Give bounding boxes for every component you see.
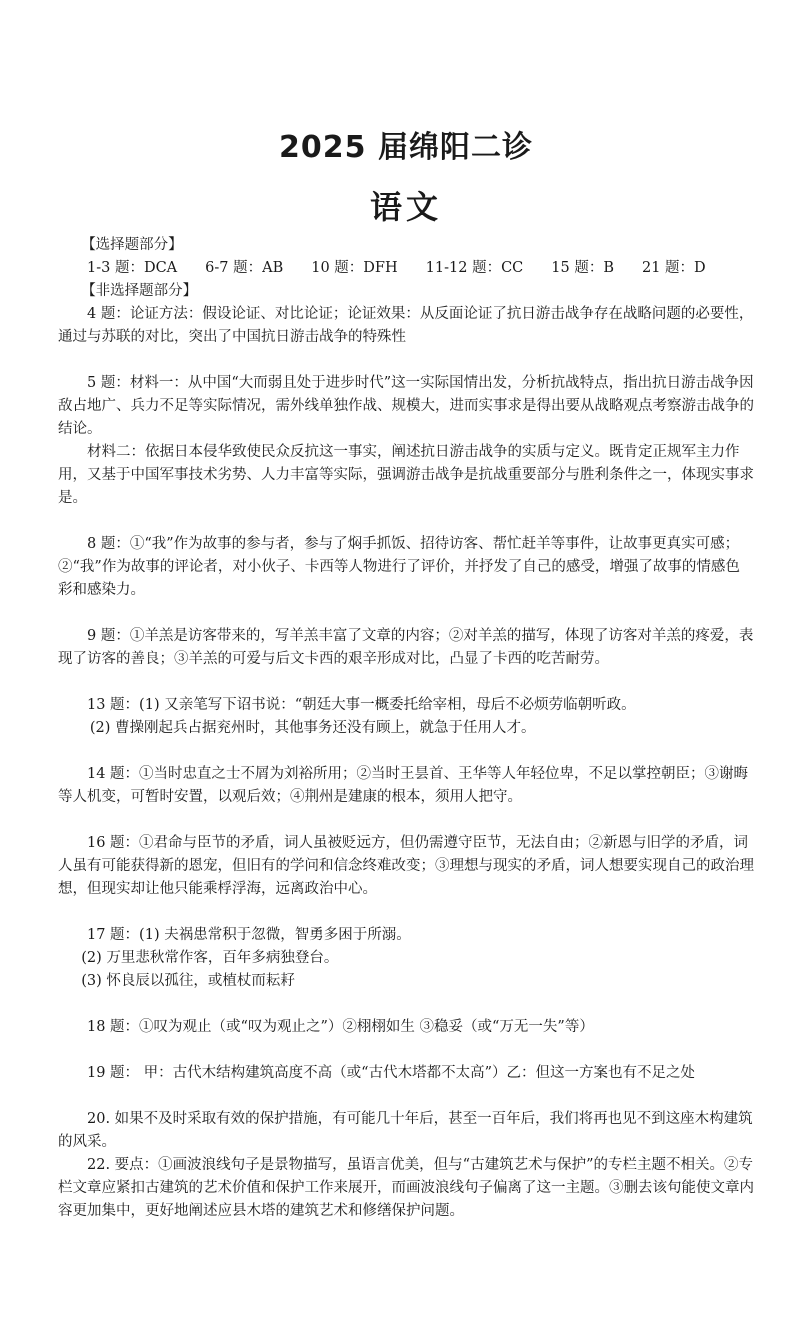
answer-q13-2: (2) 曹操刚起兵占据兖州时，其他事务还没有顾上，就急于任用人才。: [89, 720, 536, 736]
answer-1-3: 1-3 题：DCA: [87, 260, 178, 276]
answer-q20: 20. 如果不及时采取有效的保护措施，有可能几十年后，甚至一百年后，我们将再也见不到这座木构建筑的风采。: [58, 1111, 753, 1150]
answer-q14: 14 题：①当时忠直之士不屑为刘裕所用；②当时王昙首、王华等人年轻位卑，不足以掌控朝臣；③谢晦等人机变，可暂时安置，以观后效；④荆州是建康的根本，须用人把守。: [58, 766, 749, 805]
answer-q5-material-1: 5 题：材料一：从中国“大而弱且处于进步时代”这一实际国情出发，分析抗战特点，指出抗日游击战争因敌占地广、兵力不足等实际情况，需外线单独作战、规模大，进而实事求是得出要从战略观点考察游击战争的结论。: [58, 375, 754, 437]
answer-21: 21 题：D: [641, 260, 706, 276]
answer-6-7: 6-7 题：AB: [205, 260, 284, 276]
choice-answers-line: [58, 257, 754, 280]
answer-q17-2: (2) 万里悲秋常作客，百年多病独登台。: [81, 950, 339, 966]
answer-q8: 8 题：①“我”作为故事的参与者，参与了焖手抓饭、招待访客、帮忙赶羊等事件，让故事更真实可感；②“我”作为故事的评论者，对小伙子、卡西等人物进行了评价，并抒发了自己的感受，增强了故事的情感色彩和感染力。: [58, 536, 740, 598]
document-title: 2025 届绵阳二诊: [279, 130, 533, 165]
answer-15: 15 题：B: [551, 260, 614, 276]
subject-title: 语文: [369, 188, 442, 226]
answer-content: [58, 234, 754, 1223]
nonchoice-section-heading: 【非选择题部分】: [81, 283, 198, 299]
answer-11-12: 11-12 题：CC: [425, 260, 524, 276]
answer-q5-material-2: 材料二：依据日本侵华致使民众反抗这一事实，阐述抗日游击战争的实质与定义。既肯定正规军主力作用，又基于中国军事技术劣势、人力丰富等实际，强调游击战争是抗战重要部分与胜利条件之一，体现实事求是。: [58, 444, 754, 506]
answer-q16: 16 题：①君命与臣节的矛盾，词人虽被贬远方，但仍需遵守臣节，无法自由；②新恩与旧学的矛盾，词人虽有可能获得新的恩宠，但旧有的学问和信念终难改变；③理想与现实的矛盾，词人想要实现自己的政治理想，但现实却让他只能乘桴浮海，远离政治中心。: [58, 835, 754, 897]
answer-q22: 22. 要点：①画波浪线句子是景物描写，虽语言优美，但与“古建筑艺术与保护”的专栏主题不相关。②专栏文章应紧扣古建筑的艺术价值和保护工作来展开，而画波浪线句子偏离了这一主题。③删去该句能使文章内容更加集中，更好地阐述应县木塔的建筑艺术和修缮保护问题。: [58, 1157, 754, 1219]
answer-q17-3: (3) 怀良辰以孤往，或植杖而耘耔: [81, 973, 295, 989]
answer-q9: 9 题：①羊羔是访客带来的，写羊羔丰富了文章的内容；②对羊羔的描写，体现了访客对羊羔的疼爱，表现了访客的善良；③羊羔的可爱与后文卡西的艰辛形成对比，凸显了卡西的吃苦耐劳。: [58, 628, 754, 667]
answer-q4: 4 题：论证方法：假设论证、对比论证；论证效果：从反面论证了抗日游击战争存在战略问题的必要性，通过与苏联的对比，突出了中国抗日游击战争的特殊性: [58, 306, 754, 345]
answer-q17-1: 17 题：(1) 夫祸患常积于忽微，智勇多困于所溺。: [87, 927, 411, 943]
answer-q18: 18 题：①叹为观止（或“叹为观止之”）②栩栩如生 ③稳妥（或“万无一失”等）: [87, 1019, 594, 1035]
answer-q13-1: 13 题：(1) 又亲笔写下诏书说：“朝廷大事一概委托给宰相，母后不必烦劳临朝听政。: [87, 697, 636, 713]
answer-10: 10 题：DFH: [311, 260, 398, 276]
choice-section-heading: 【选择题部分】: [81, 237, 183, 253]
answer-q19: 19 题： 甲：古代木结构建筑高度不高（或“古代木塔都不太高”）乙：但这一方案也有不足之处: [87, 1065, 695, 1081]
